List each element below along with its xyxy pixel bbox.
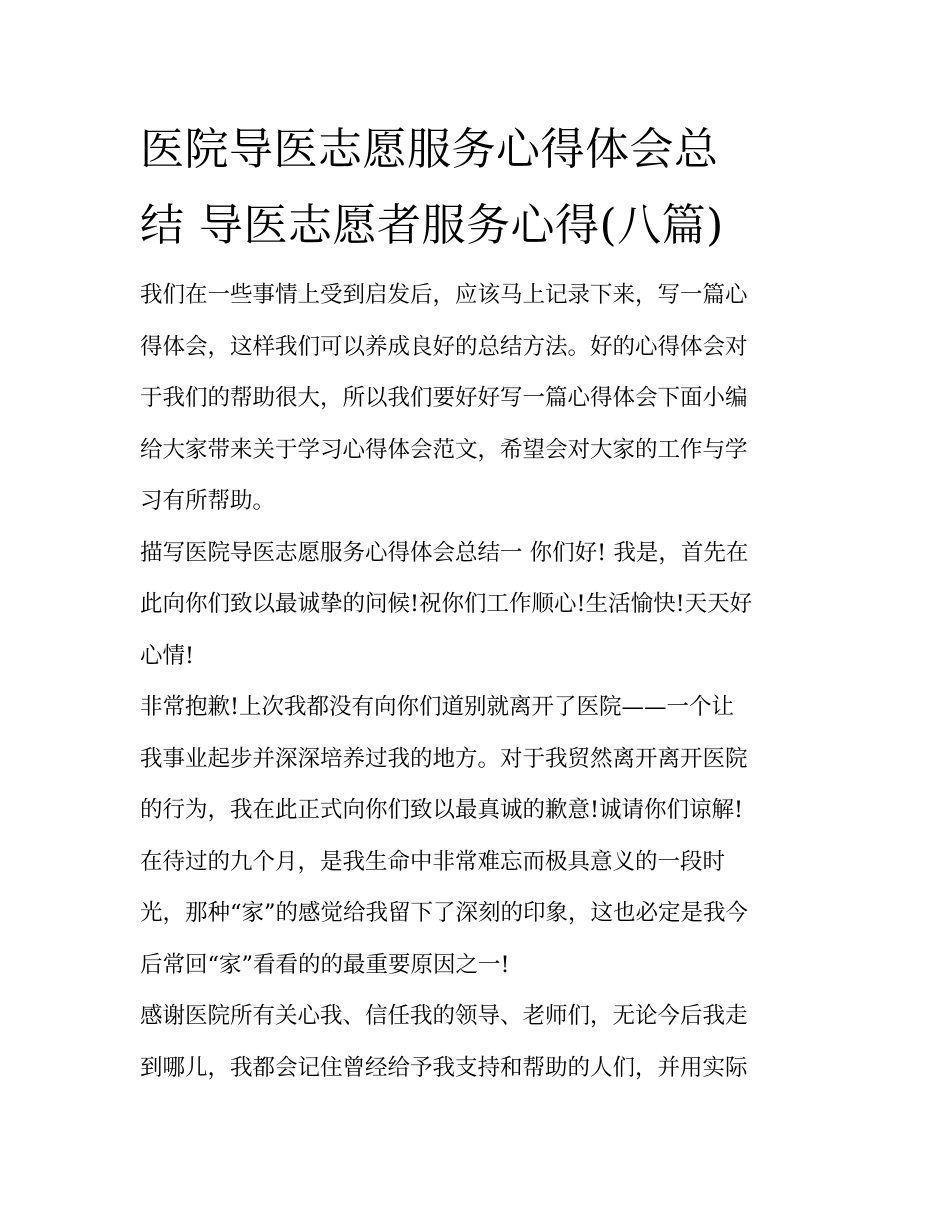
text-line: 非常抱歉!上次我都没有向你们道别就离开了医院——一个让 [140,694,735,720]
text-line: 在待过的九个月，是我生命中非常难忘而极具意义的一段时 [140,848,726,875]
text-line: 感谢医院所有关心我、信任我的领导、老师们，无论今后我走 [140,1003,748,1029]
document-body [140,112,815,1094]
title-line: 结 导医志愿者服务心得(八篇) [140,200,724,251]
text-line: 心情! [140,642,195,669]
text-line: 描写医院导医志愿服务心得体会总结一 你们好! 我是，首先在 [140,539,749,566]
title-line: 医院导医志愿服务心得体会总 [140,124,719,175]
text-line: 给大家带来关于学习心得体会范文，希望会对大家的工作与学 [140,436,748,463]
text-line: 后常回“家”看看的的最重要原因之一! [140,951,510,978]
text-line: 于我们的帮助很大，所以我们要好好写一篇心得体会下面小编 [140,385,748,411]
text-line: 到哪儿，我都会记住曾经给予我支持和帮助的人们，并用实际 [140,1054,748,1081]
text-line: 此向你们致以最诚挚的问候!祝你们工作顺心!生活愉快!天天好 [140,591,753,617]
text-line: 的行为，我在此正式向你们致以最真诚的歉意!诚请你们谅解! [140,797,744,823]
text-line: 光，那种“家”的感觉给我留下了深刻的印象，这也必定是我今 [140,900,749,926]
text-line: 我们在一些事情上受到启发后，应该马上记录下来，写一篇心 [140,282,748,308]
greeting-paragraph [140,528,815,683]
document-title [140,112,815,264]
apology-paragraph [140,682,815,991]
text-line: 我事业起步并深深培养过我的地方。对于我贸然离开离开医院 [140,745,748,772]
intro-paragraph [140,270,815,528]
text-line: 习有所帮助。 [140,488,276,514]
text-line: 得体会，这样我们可以养成良好的总结方法。好的心得体会对 [140,333,748,360]
thanks-paragraph [140,991,815,1094]
